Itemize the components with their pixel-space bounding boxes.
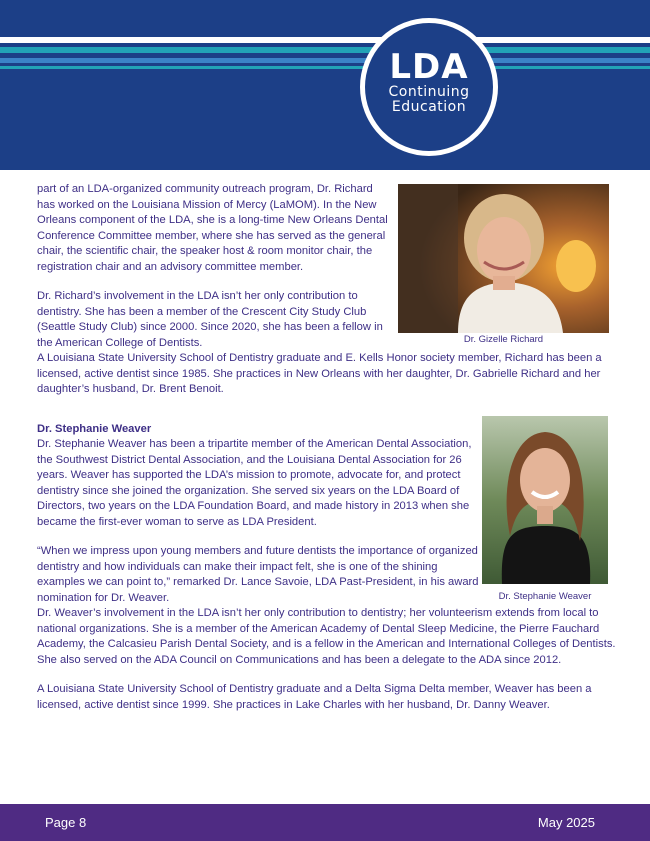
weaver-paragraph-4: A Louisiana State University School of Dentistry graduate and a Delta Sigma Delta member, Weaver has been a licensed, active dentist since 1999. She practices in Lake Charles with her husband, Dr. Danny Weaver. bbox=[37, 683, 592, 711]
weaver-heading: Dr. Stephanie Weaver bbox=[37, 423, 152, 435]
header-stripe bbox=[0, 47, 650, 53]
page-number: Page 8 bbox=[45, 815, 87, 830]
richard-photo-caption: Dr. Gizelle Richard bbox=[463, 334, 544, 345]
gizelle-richard-photo bbox=[398, 184, 609, 333]
logo-line-2: Education bbox=[391, 99, 467, 115]
portrait-image bbox=[398, 184, 609, 333]
lda-continuing-education-logo bbox=[360, 18, 498, 156]
logo-line-1: Continuing bbox=[388, 84, 470, 100]
portrait-image bbox=[482, 416, 608, 584]
weaver-paragraph-2: “When we impress upon young members and future dentists the importance of organized dentistry and how individuals can make their impact felt, she is one of the shining examples we can point to,” remarked Dr. Lance Savoie, LDA Past-President, in his award nomination for Dr. Weaver. bbox=[37, 545, 479, 604]
header-stripe bbox=[0, 37, 650, 43]
richard-paragraph-1: part of an LDA-organized community outreach program, Dr. Richard has worked on the Louisiana Mission of Mercy (LaMOM). In the New Orleans component of the LDA, she is a long-time New Orleans Dental Conference Committee member, where she has served as the general chair, the scientific chair, the speaker host & room monitor chair, the registration chair and an advisory committee member. bbox=[37, 183, 388, 273]
weaver-paragraph-3: Dr. Weaver’s involvement in the LDA isn’t her only contribution to dentistry; her volunteerism extends from local to national organizations. She is a member of the American Academy of Dental Sleep Medicine, the Pierre Fauchard Academy, the Calcasieu Parish Dental Society, and is a fellow in the American and International Colleges of Dentists. She also served on the ADA Council on Communications and has been a delegate to the ADA since 2012. bbox=[37, 607, 616, 666]
issue-date: May 2025 bbox=[537, 815, 595, 830]
header-banner bbox=[0, 0, 650, 170]
stephanie-weaver-photo bbox=[482, 416, 608, 584]
weaver-photo-caption: Dr. Stephanie Weaver bbox=[498, 591, 592, 602]
page-footer bbox=[0, 804, 650, 841]
weaver-paragraph-1: Dr. Stephanie Weaver has been a tripartite member of the American Dental Association, the Southwest District Dental Association, and the Louisiana Dental Association for 26 years. Weaver has supported the LDA’s mission to promote, advocate for, and protect dentistry since she joined the organization. She served six years on the LDA Board of Directors, two years on the LDA Foundation Board, and made history in 2013 when she became the first-ever woman to serve as LDA President. bbox=[37, 438, 472, 528]
logo-text: LDA bbox=[389, 47, 469, 87]
header-stripe bbox=[0, 58, 650, 63]
richard-paragraph-2: Dr. Richard’s involvement in the LDA isn’t her only contribution to dentistry. She has been a member of the Crescent City Study Club (Seattle Study Club) since 2000. Since 2020, she has been a fellow in the American College of Dentists. bbox=[37, 290, 383, 349]
header-stripe bbox=[0, 66, 650, 69]
richard-paragraph-3: A Louisiana State University School of Dentistry graduate and E. Kells Honor society member, Richard has been a licensed, active dentist since 1985. She practices in New Orleans with her daughter, Dr. Gabrielle Richard and her daughter’s husband, Dr. Brent Benoit. bbox=[37, 352, 602, 395]
